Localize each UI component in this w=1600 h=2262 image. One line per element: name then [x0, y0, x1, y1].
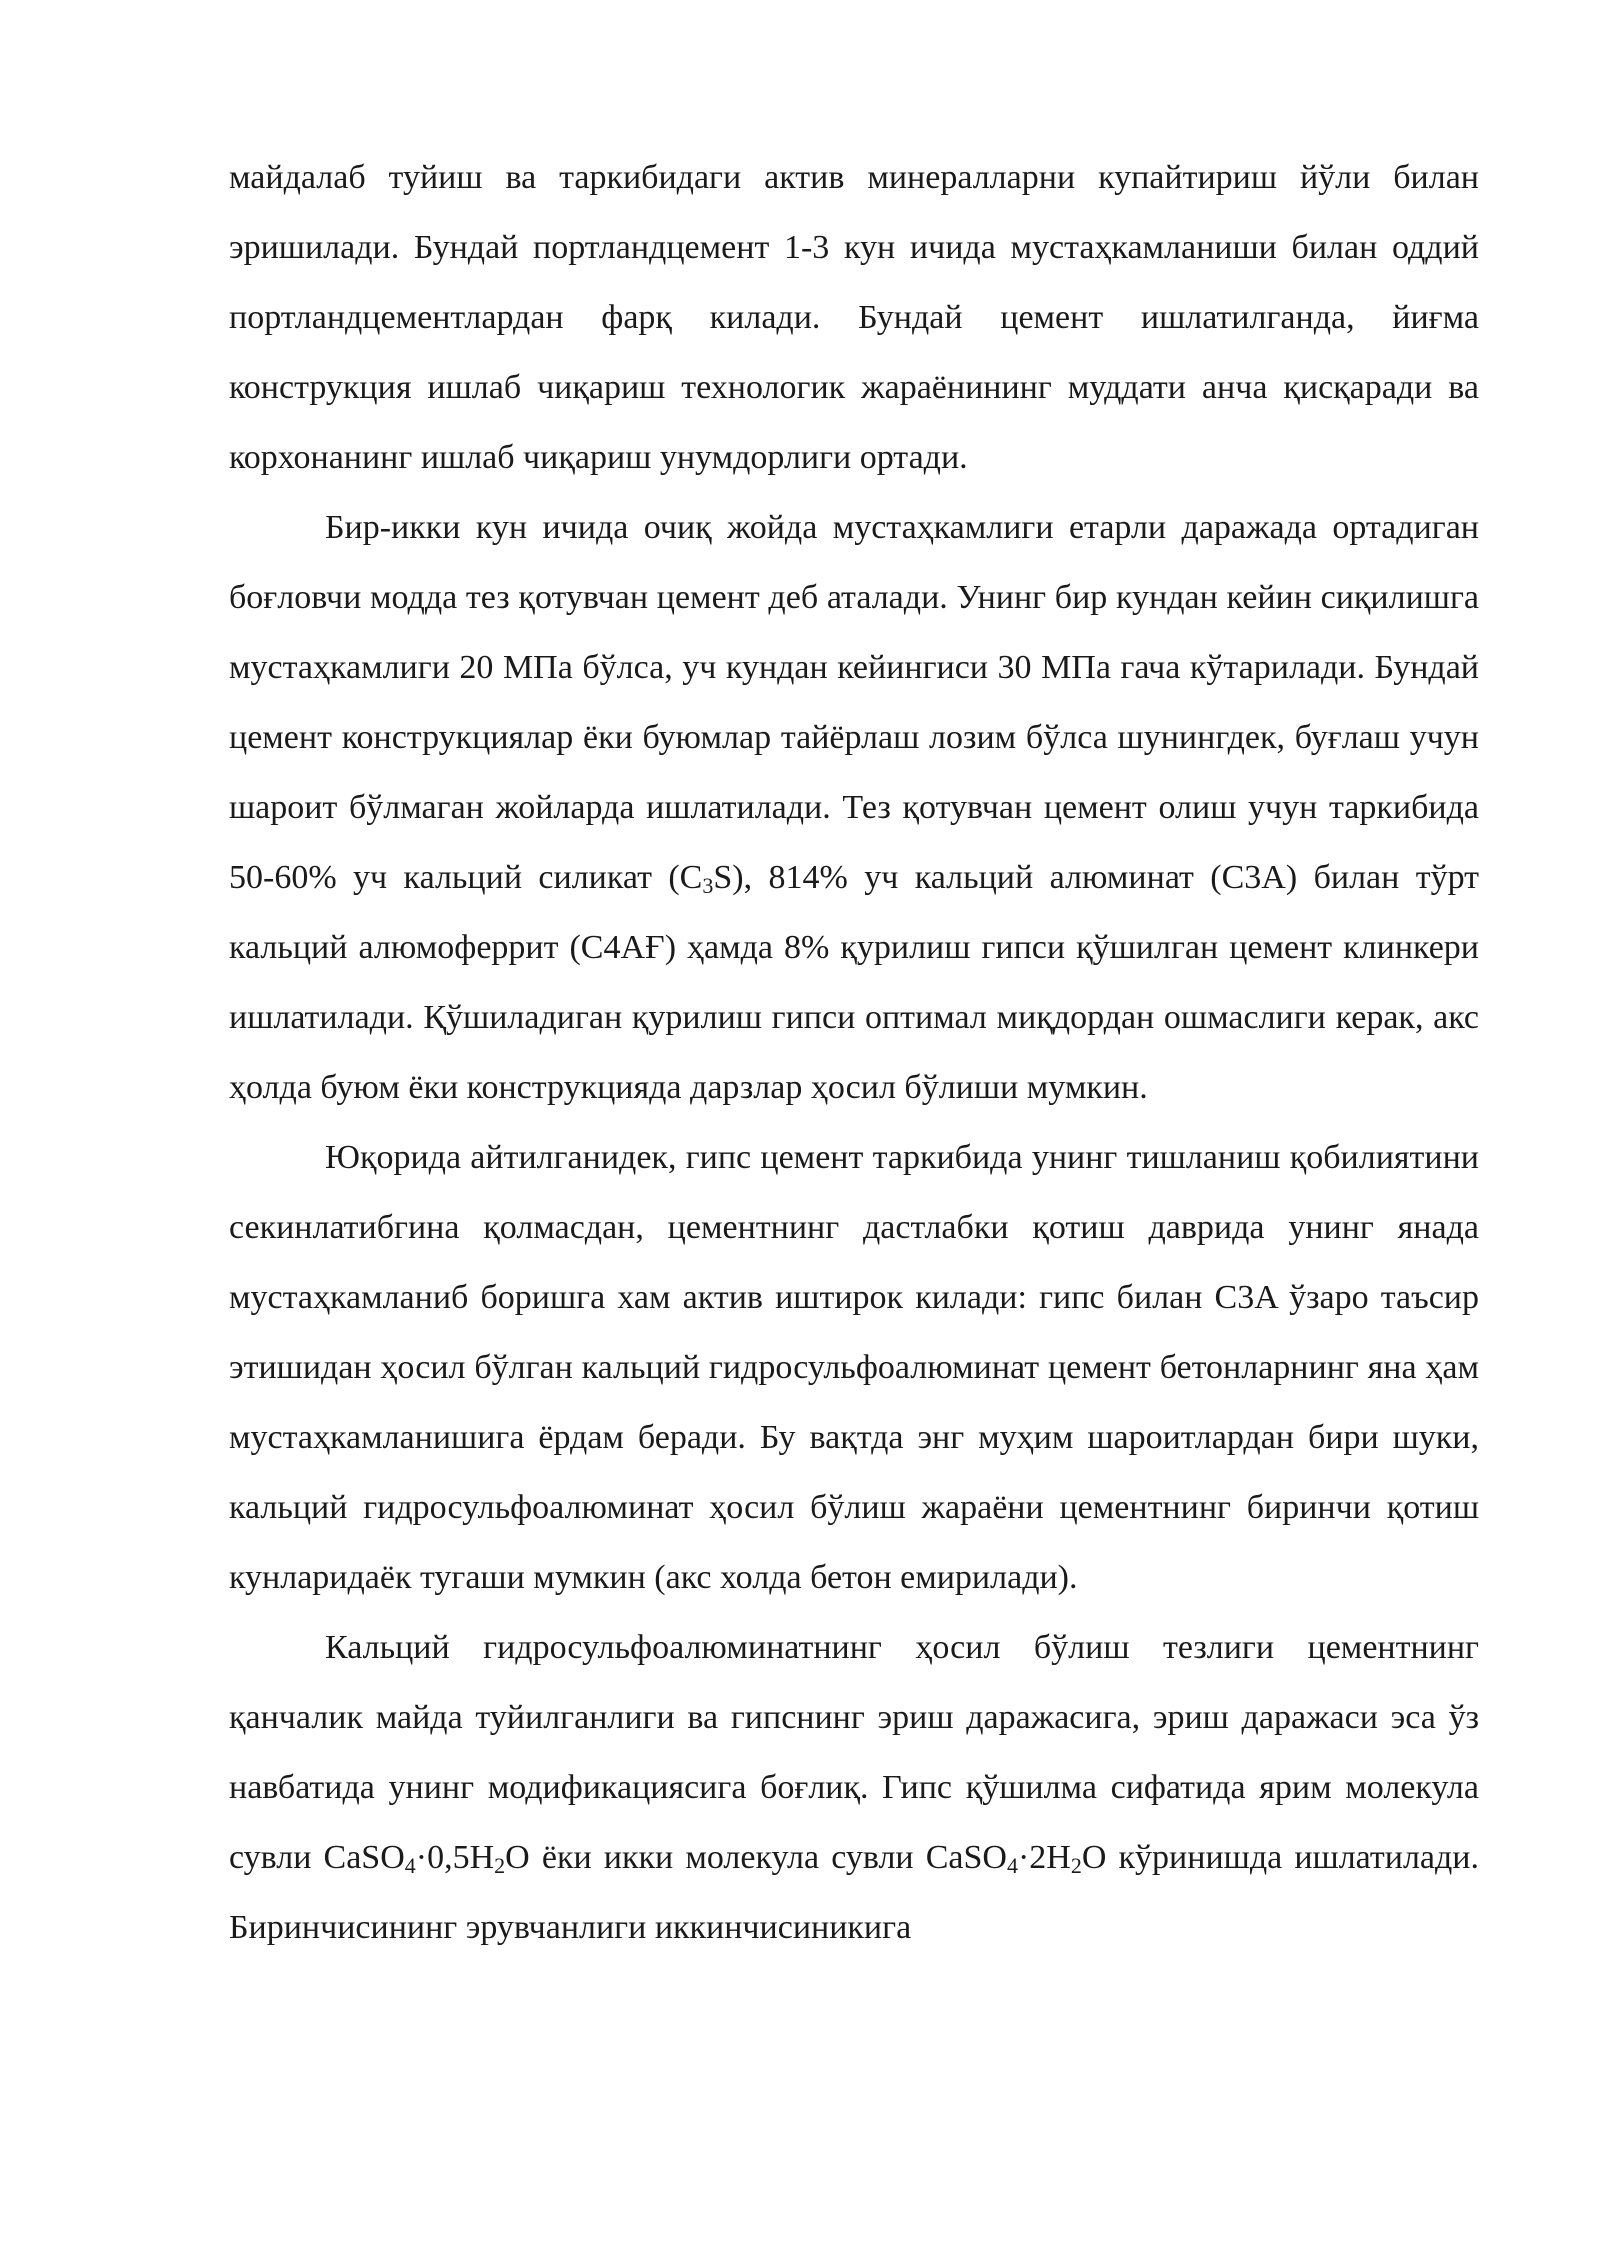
text-run: O кўринишда ишлатилади. Биринчисининг эрувчанлиги иккинчисиникига: [229, 1839, 1480, 1946]
paragraph-1: [229, 143, 1479, 493]
paragraph-4: [229, 1613, 1479, 1963]
document-body: [229, 143, 1479, 1963]
subscript-text: 4: [404, 1853, 416, 1878]
text-run: ·0,5H: [415, 1839, 495, 1876]
subscript-text: 4: [1006, 1853, 1018, 1878]
text-run: S), 814% уч кальций алюминат (C3A) билан тўрт кальций алюмоферрит (C4AҒ) ҳамда 8% қурилиш гипси қўшилган цемент клинкери ишлатилади. Қўшиладиган қурилиш гипси оптимал миқдордан ошмаслиги керак, акс ҳолда буюм ёки конструкцияда дарзлар ҳосил бўлиши мумкин.: [229, 859, 1480, 1106]
text-run: Бир-икки кун ичида очиқ жойда мустаҳкамлиги етарли даражада ортадиган боғловчи модда тез қотувчан цемент деб аталади. Унинг бир кундан кейин сиқилишга мустаҳкамлиги 20 МПа бўлса, уч кундан кейингиси 30 МПа гача кўтарилади. Бундай цемент конструкциялар ёки буюмлар тайёрлаш лозим бўлса шунингдек, буғлаш учун шароит бўлмаган жойларда ишлатилади. Тез қотувчан цемент олиш учун таркибида 50-60% уч кальций силикат (C: [229, 509, 1479, 896]
text-run: майдалаб туйиш ва таркибидаги актив минералларни купайтириш йўли билан эришилади. Бундай портландцемент 1-3 кун ичида мустаҳкамланиши билан оддий портландцементлардан фарқ килади. Бундай цемент ишлатилганда, йиғма конструкция ишлаб чиқариш технологик жараёнининг муддати анча қисқаради ва корхонанинг ишлаб чиқариш унумдорлиги ортади.: [229, 159, 1479, 476]
text-run: O ёки икки молекула сувли CaSO: [505, 1839, 1007, 1876]
paragraph-2: [229, 493, 1479, 1123]
subscript-text: 2: [494, 1853, 506, 1878]
subscript-text: 3: [702, 873, 714, 898]
paragraph-3: [229, 1123, 1479, 1613]
text-run: ·2H: [1017, 1839, 1071, 1876]
text-run: Кальций гидросульфоалюминатнинг ҳосил бўлиш тезлиги цементнинг қанчалик майда туйилганлиги ва гипснинг эриш даражасига, эриш даражаси эса ўз навбатида унинг модификациясига боғлиқ. Гипс қўшилма сифатида ярим молекула сувли CaSO: [229, 1629, 1479, 1876]
text-run: Юқорида айтилганидек, гипс цемент таркибида унинг тишланиш қобилиятини секинлатибгина қолмасдан, цементнинг дастлабки қотиш даврида унинг янада мустаҳкамланиб боришга хам актив иштирок килади: гипс билан C3A ўзаро таъсир этишидан ҳосил бўлган кальций гидросульфоалюминат цемент бетонларнинг яна ҳам мустаҳкамланишига ёрдам беради. Бу вақтда энг муҳим шароитлардан бири шуки, кальций гидросульфоалюминат ҳосил бўлиш жараёни цементнинг биринчи қотиш кунларидаёк тугаши мумкин (акс холда бетон емирилади).: [229, 1139, 1479, 1596]
subscript-text: 2: [1070, 1853, 1082, 1878]
